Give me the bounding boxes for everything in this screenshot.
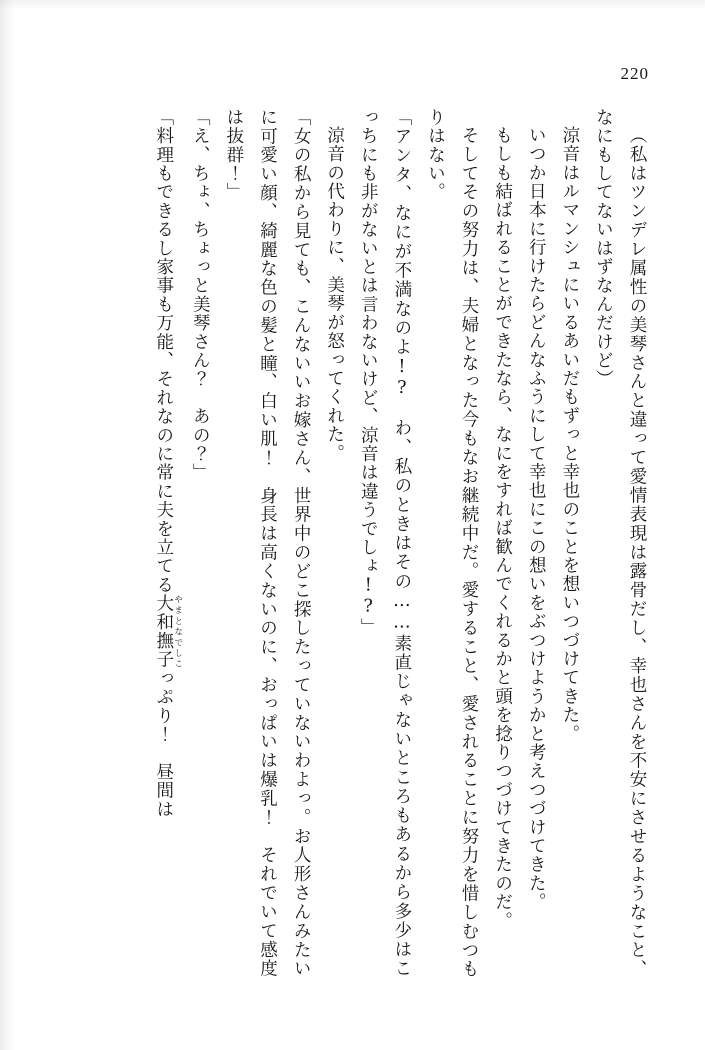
page-body-text bbox=[56, 108, 653, 978]
page-top-edge-shadow bbox=[0, 0, 705, 10]
paragraph-6: 涼音の代わりに、美琴が怒ってくれた。 bbox=[324, 125, 345, 463]
dialogue-line-2: 「女の私から見ても、こんないいお嫁さん、世界中のどこ探したっていないわよっ。お人形さんみたいに可愛い顔、綺麗な色の髪と瞳、白い肌！ 身長は高くないのに、おっぱいは爆乳！ それでいて感度は抜群！」 bbox=[223, 108, 312, 978]
dialogue-line-3: 「え、ちょ、ちょっと美琴さん？ あの？」 bbox=[190, 108, 211, 482]
paragraph-3: いつか日本に行けたらどんなふうにして幸也にこの想いをぶつけようかと考えつづけてきた。 bbox=[526, 125, 547, 911]
paragraph-5: そしてその努力は、夫婦となった今もなお継続中だ。愛すること、愛されることに努力を惜しむつもりはない。 bbox=[425, 108, 480, 978]
dialogue-line-4-before: 「料理もできるし家事も万能、それなのに常に夫を立てる bbox=[153, 108, 174, 595]
ruby-yamatonadeshiko bbox=[153, 594, 183, 670]
paragraph-2: 涼音はルマンシュにいるあいだもずっと幸也のことを想いつづけてきた。 bbox=[559, 125, 580, 743]
dialogue-line-1: 「アンタ、なにが不満なのよ!? わ、私のときはその……素直じゃないところもあるから多少はこっちにも非がないとは言わないけど、涼音は違うでしょ!?」 bbox=[358, 108, 412, 978]
ruby-reading: やまとなでしこ bbox=[172, 594, 183, 670]
page-number: 220 bbox=[620, 64, 649, 83]
ruby-base: 大和撫子 bbox=[153, 594, 174, 670]
paragraph-1: （私はツンデレ属性の美琴さんと違って愛情表現は露骨だし、幸也さんを不安にさせるようなこと、なにもしてないはずなんだけど） bbox=[593, 108, 647, 978]
dialogue-line-4-after: っぷり！ 昼間は bbox=[153, 669, 174, 819]
page-left-edge-shadow bbox=[0, 0, 14, 1050]
dialogue-line-4 bbox=[146, 108, 183, 978]
paragraph-4: もしも結ばれることができたなら、なにをすれば歓んでくれるかと頭を捻りつづけてきたのだ。 bbox=[492, 125, 513, 930]
